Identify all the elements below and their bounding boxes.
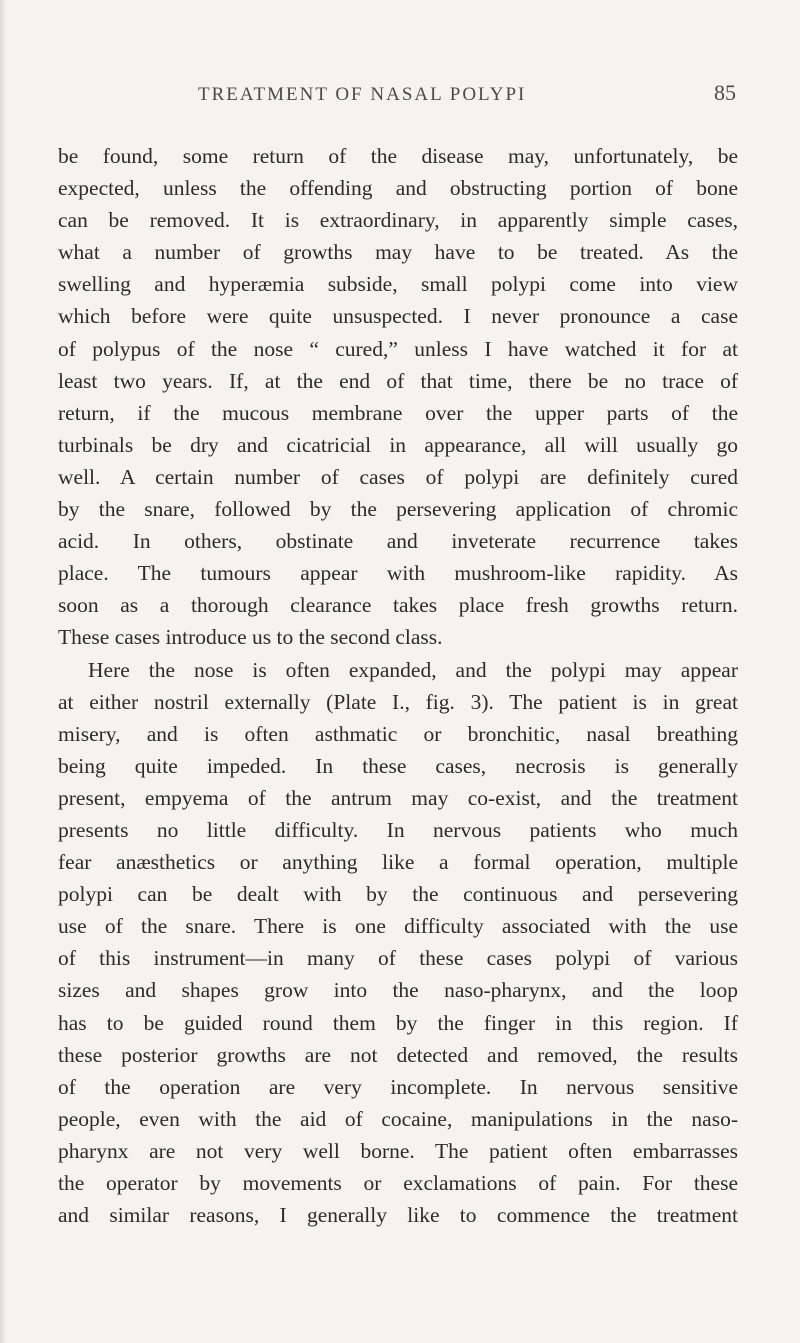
text-line: sizes and shapes grow into the naso-pharynx, and the loop bbox=[58, 978, 738, 1003]
text-line: has to be guided round them by the finger in this region. If bbox=[58, 1010, 738, 1035]
text-line: soon as a thorough clearance takes place fresh growths return. bbox=[58, 593, 738, 618]
text-line: use of the snare. There is one difficulty associated with the use bbox=[58, 914, 738, 939]
text-line: place. The tumours appear with mushroom-like rapidity. As bbox=[58, 561, 738, 586]
text-line: and similar reasons, I generally like to commence the treatment bbox=[58, 1203, 738, 1228]
body-text bbox=[58, 140, 738, 1231]
text-line: least two years. If, at the end of that time, there be no trace of bbox=[58, 368, 738, 393]
text-line: these posterior growths are not detected and removed, the results bbox=[58, 1042, 738, 1067]
text-line: of polypus of the nose “ cured,” unless I have watched it for at bbox=[58, 336, 738, 361]
text-line: presents no little difficulty. In nervous patients who much bbox=[58, 817, 738, 842]
page-edge-shadow bbox=[0, 0, 6, 1343]
text-line: pharynx are not very well borne. The patient often embarrasses bbox=[58, 1138, 738, 1163]
text-line: the operator by movements or exclamations of pain. For these bbox=[58, 1171, 738, 1195]
text-line: being quite impeded. In these cases, necrosis is generally bbox=[58, 753, 738, 778]
text-line: return, if the mucous membrane over the upper parts of the bbox=[58, 400, 738, 425]
text-line: what a number of growths may have to be treated. As the bbox=[58, 240, 738, 265]
text-line: turbinals be dry and cicatricial in appearance, all will usually go bbox=[58, 432, 738, 457]
text-line: Here the nose is often expanded, and the polypi may appear bbox=[88, 657, 738, 682]
text-line: be found, some return of the disease may, unfortunately, be bbox=[58, 144, 738, 168]
text-line: at either nostril externally (Plate I., fig. 3). The patient is in great bbox=[58, 689, 738, 714]
page-number: 85 bbox=[714, 80, 736, 105]
text-line: These cases introduce us to the second class. bbox=[58, 625, 443, 650]
text-line: can be removed. It is extraordinary, in apparently simple cases, bbox=[58, 208, 738, 233]
text-line: present, empyema of the antrum may co-exist, and the treatment bbox=[58, 785, 738, 810]
text-line: by the snare, followed by the persevering application of chromic bbox=[58, 497, 738, 522]
text-line: of the operation are very incomplete. In nervous sensitive bbox=[58, 1074, 738, 1099]
text-line: well. A certain number of cases of polypi are definitely cured bbox=[58, 464, 738, 489]
text-line: expected, unless the offending and obstructing portion of bone bbox=[58, 176, 738, 201]
text-line: swelling and hyperæmia subside, small polypi come into view bbox=[58, 272, 738, 297]
text-line: which before were quite unsuspected. I never pronounce a case bbox=[58, 304, 738, 329]
text-line: fear anæsthetics or anything like a formal operation, multiple bbox=[58, 850, 738, 875]
text-line: of this instrument—in many of these cases polypi of various bbox=[58, 946, 738, 971]
text-line: polypi can be dealt with by the continuous and persevering bbox=[58, 882, 738, 907]
text-line: people, even with the aid of cocaine, manipulations in the naso- bbox=[58, 1106, 738, 1131]
text-line: acid. In others, obstinate and inveterate recurrence takes bbox=[58, 529, 738, 554]
text-line: misery, and is often asthmatic or bronchitic, nasal breathing bbox=[58, 721, 738, 746]
running-head: TREATMENT OF NASAL POLYPI bbox=[198, 84, 527, 105]
